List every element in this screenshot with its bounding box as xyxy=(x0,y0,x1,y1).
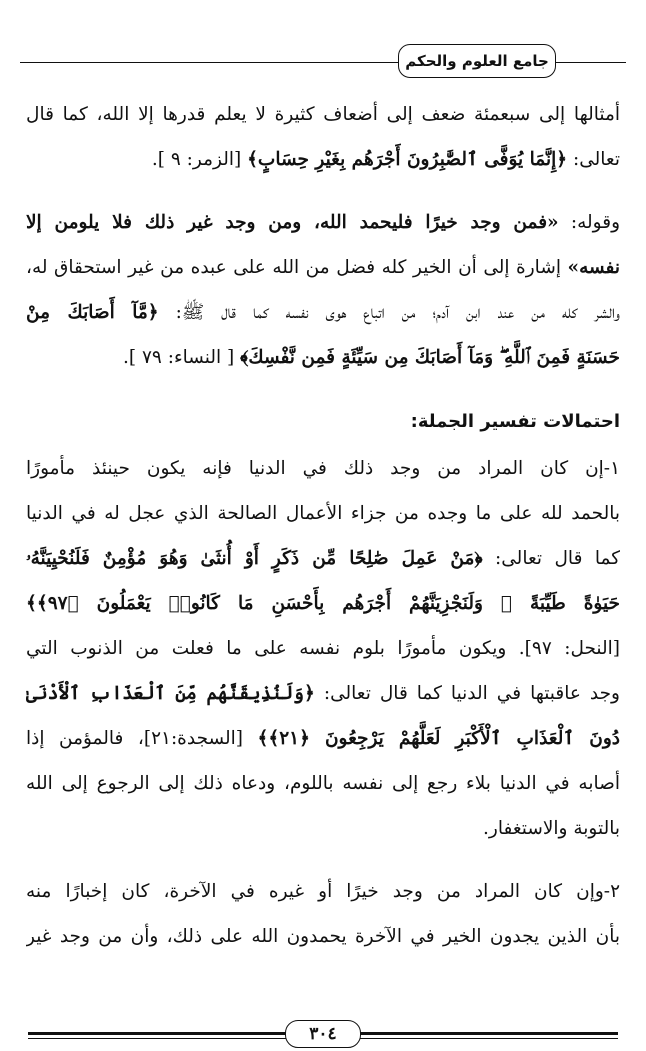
verse-reference: [الزمر: ٩ ]. xyxy=(151,149,248,170)
quran-verse: حَسَنَةٍ فَمِنَ ٱللَّهِ ۖ وَمَآ أَصَابَكَ مِن سَيِّئَةٍ فَمِن نَّفْسِكَ﴾ xyxy=(240,347,620,368)
hadith-quote: نفسه» xyxy=(567,257,620,278)
text-line xyxy=(26,290,620,335)
page-text xyxy=(26,92,620,959)
line-text: أصابه في الدنيا بلاء رجع إلى نفسه باللوم، ودعاه ذلك إلى الرجوع إلى الله xyxy=(26,773,620,794)
page-number: ٣٠٤ xyxy=(285,1020,361,1048)
line-text: إشارة إلى أن الخير كله فضل من الله على عبده من غير استحقاق له، xyxy=(26,257,568,278)
line-text: بأن الذين يجدون الخير في الآخرة يحمدون الله على ذلك، وأن من وجد غير xyxy=(26,926,620,947)
line-text: بالحمد لله على ما وجده من جزاء الأعمال الصالحة الذي عجل له في الدنيا xyxy=(26,503,620,524)
text-line xyxy=(26,671,620,716)
text-line xyxy=(26,536,620,581)
text-line xyxy=(26,245,620,290)
line-text: [النحل: ٩٧]. ويكون مأمورًا بلوم نفسه على ما فعلت من الذنوب التي xyxy=(26,638,620,659)
text-line xyxy=(26,869,620,914)
running-header xyxy=(20,40,626,82)
line-text: كما قال تعالى: xyxy=(482,548,620,569)
line-text: وجد عاقبتها في الدنيا كما قال تعالى: xyxy=(314,683,620,704)
text-line xyxy=(26,200,620,245)
text-line xyxy=(26,914,620,959)
text-line xyxy=(26,581,620,626)
quran-verse: ﴿إِنَّمَا يُوَفَّى ٱلصَّٰبِرُونَ أَجْرَهُم بِغَيْرِ حِسَابٍ﴾ xyxy=(247,149,568,170)
line-text: ٢-وإن كان المراد من وجد خيرًا أو غيره في الآخرة، كان إخبارًا منه xyxy=(26,881,620,902)
text-line xyxy=(26,446,620,491)
quran-verse: حَيَوٰةً طَيِّبَةً ۖ وَلَنَجْزِيَنَّهُمْ أَجْرَهُم بِأَحْسَنِ مَا كَانُوا۟ يَعْمَلُونَ ﴿٩٧﴾﴾ xyxy=(26,593,620,614)
section-heading: احتمالات تفسير الجملة: xyxy=(410,411,620,432)
quran-verse: ﴿وَلَنُذِيقَنَّهُم مِّنَ ٱلْعَذَابِ ٱلْأَدْنَىٰ xyxy=(26,683,315,704)
text-line xyxy=(26,761,620,806)
line-text: تعالى: xyxy=(567,149,620,170)
text-line xyxy=(26,626,620,671)
verse-reference: [السجدة:٢١]، فالمؤمن إذا xyxy=(26,728,258,749)
quran-verse: دُونَ ٱلْعَذَابِ ٱلْأَكْبَرِ لَعَلَّهُمْ يَرْجِعُونَ ﴿٢١﴾﴾ xyxy=(257,728,620,749)
text-line xyxy=(26,92,620,137)
book-title: جامع العلوم والحكم xyxy=(398,44,556,78)
hadith-quote: «فمن وجد خيرًا فليحمد الله، ومن وجد غير ذلك فلا يلومن إلا xyxy=(26,212,559,233)
quran-verse: ﴿مَنْ عَمِلَ صَٰلِحًا مِّن ذَكَرٍ أَوْ أُنثَىٰ وَهُوَ مُؤْمِنٌ فَلَنُحْيِيَنَّهُۥ xyxy=(26,548,483,569)
line-text: والشر كله من عند ابن آدم؛ من اتباع هوى نفسه كما قال ﷺ: xyxy=(158,302,620,323)
text-line xyxy=(26,491,620,536)
line-text: بالتوبة والاستغفار. xyxy=(483,818,620,839)
line-text: وقوله: xyxy=(558,212,620,233)
text-line xyxy=(26,137,620,182)
text-line xyxy=(26,335,620,380)
text-line xyxy=(26,806,620,851)
verse-reference: [ النساء: ٧٩ ]. xyxy=(123,347,241,368)
line-text: ١-إن كان المراد من وجد ذلك في الدنيا فإنه يكون حينئذ مأمورًا xyxy=(26,458,620,479)
text-line xyxy=(26,716,620,761)
quran-verse: ﴿مَّآ أَصَابَكَ مِنْ xyxy=(26,302,159,323)
line-text: أمثالها إلى سبعمئة ضعف إلى أضعاف كثيرة لا يعلم قدرها إلا الله، كما قال xyxy=(26,104,620,125)
page-footer xyxy=(28,1018,618,1048)
